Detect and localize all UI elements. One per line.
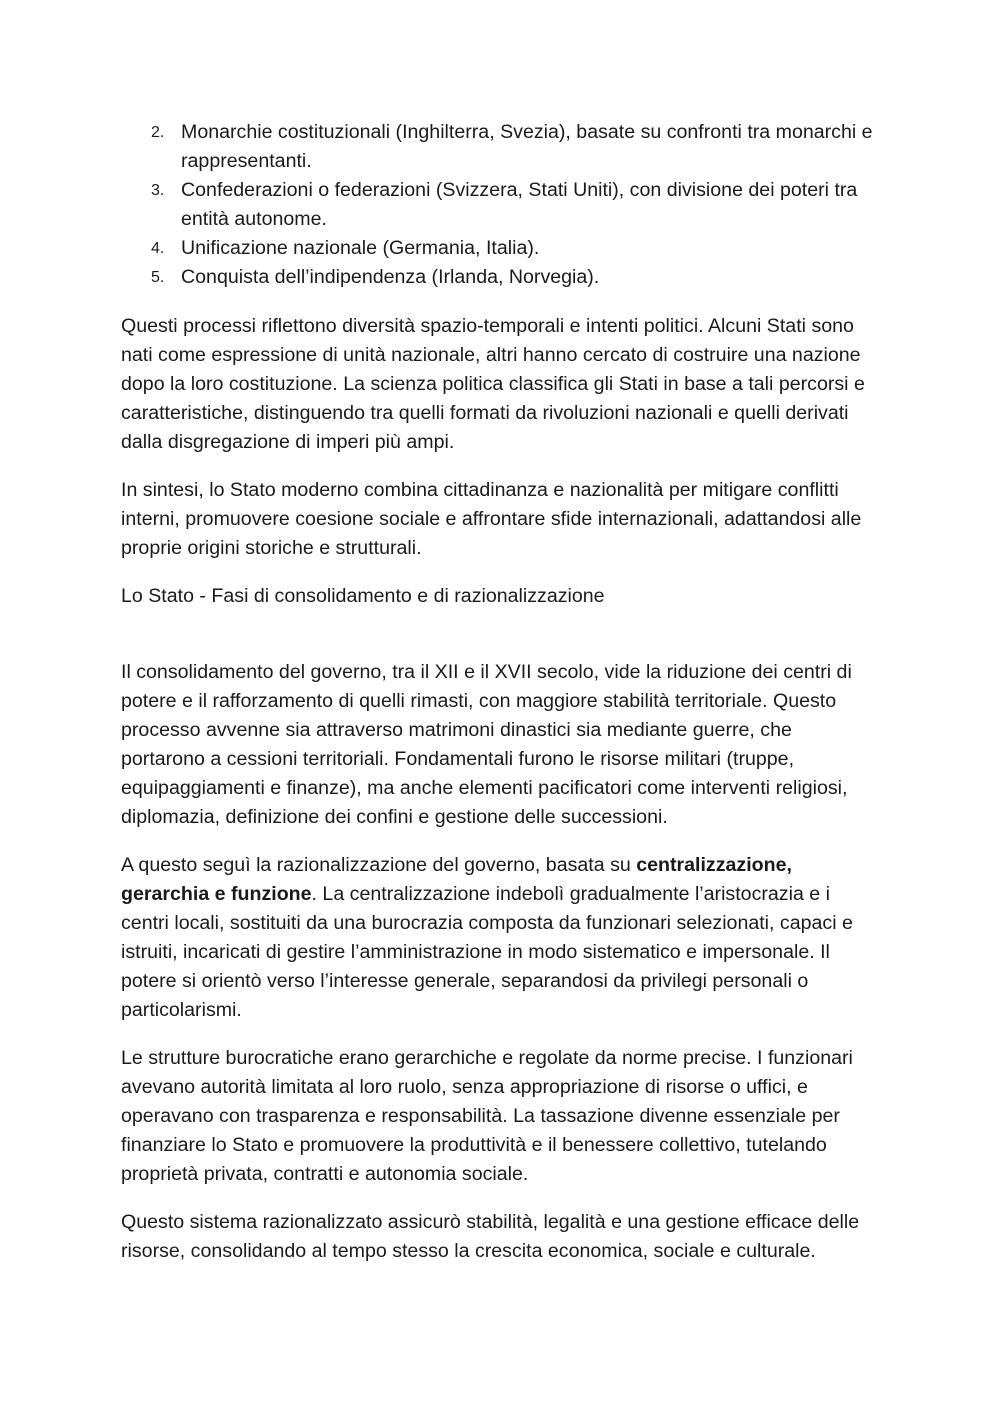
list-item-text: Conquista dell’indipendenza (Irlanda, Norvegia). — [181, 266, 600, 288]
paragraph-state-formation: Questi processi riflettono diversità spazio-temporali e intenti politici. Alcuni Stati sono nati come espressione di unità nazionale, altri hanno cercato di costruire una nazione dopo la loro costituzione. La scienza politica classifica gli Stati in base a tali percorsi e caratteristiche, distinguendo tra quelli formati da rivoluzioni nazionali e quelli derivati dalla disgregazione di imperi più ampi. — [121, 315, 865, 453]
paragraph-bureaucracy: Le strutture burocratiche erano gerarchiche e regolate da norme precise. I funzionari avevano autorità limitata al loro ruolo, senza appropriazione di risorse o uffici, e operavano con trasparenza e responsabilità. La tassazione divenne essenziale per finanziare lo Stato e promuovere la produttività e il benessere collettivo, tutelando proprietà privata, contratti e autonomia sociale. — [121, 1047, 853, 1185]
numbered-list — [121, 118, 881, 292]
paragraph-consolidation: Il consolidamento del governo, tra il XII e il XVII secolo, vide la riduzione dei centri di potere e il rafforzamento di quelli rimasti, con maggiore stabilità territoriale. Questo processo avvenne sia attraverso matrimoni dinastici sia mediante guerre, che portarono a cessioni territoriali. Fondamentali furono le risorse militari (truppe, equipaggiamenti e finanze), ma anche elementi pacificatori come interventi religiosi, diplomazia, definizione dei confini e gestione delle successioni. — [121, 661, 852, 828]
list-item-number: 5. — [151, 269, 165, 286]
list-item-text: Monarchie costituzionali (Inghilterra, Svezia), basate su confronti tra monarchi e rappresentanti. — [181, 121, 873, 172]
list-item-number: 3. — [151, 182, 165, 199]
paragraph-summary: In sintesi, lo Stato moderno combina cittadinanza e nazionalità per mitigare conflitti interni, promuovere coesione sociale e affrontare sfide internazionali, adattandosi alle proprie origini storiche e strutturali. — [121, 479, 862, 559]
rationalization-text-end: . La centralizzazione indebolì gradualmente l’aristocrazia e i centri locali, sostituiti da una burocrazia composta da funzionari selezionati, capaci e istruiti, incaricati di gestire l’amministrazione in modo sistematico e impersonale. Il potere si orientò verso l’interesse generale, separandosi da privilegi personali o particolarismi. — [121, 883, 853, 1021]
section-heading: Lo Stato - Fasi di consolidamento e di razionalizzazione — [121, 585, 605, 607]
list-item-number: 2. — [151, 124, 165, 141]
rationalization-bold-terms: centralizzazione, gerarchia e funzione — [121, 854, 792, 905]
list-item-text: Unificazione nazionale (Germania, Italia). — [181, 237, 540, 259]
list-item-text: Confederazioni o federazioni (Svizzera, Stati Uniti), con divisione dei poteri tra entità autonome. — [181, 179, 858, 230]
list-item — [121, 234, 881, 263]
document-page — [121, 118, 881, 1285]
paragraph-rationalization — [121, 851, 881, 1025]
list-item — [121, 118, 881, 176]
rationalization-text-start: A questo seguì la razionalizzazione del governo, basata su — [121, 854, 637, 876]
list-item — [121, 263, 881, 292]
paragraph-conclusion: Questo sistema razionalizzato assicurò stabilità, legalità e una gestione efficace delle risorse, consolidando al tempo stesso la crescita economica, sociale e culturale. — [121, 1211, 860, 1262]
list-item — [121, 176, 881, 234]
list-item-number: 4. — [151, 240, 165, 257]
